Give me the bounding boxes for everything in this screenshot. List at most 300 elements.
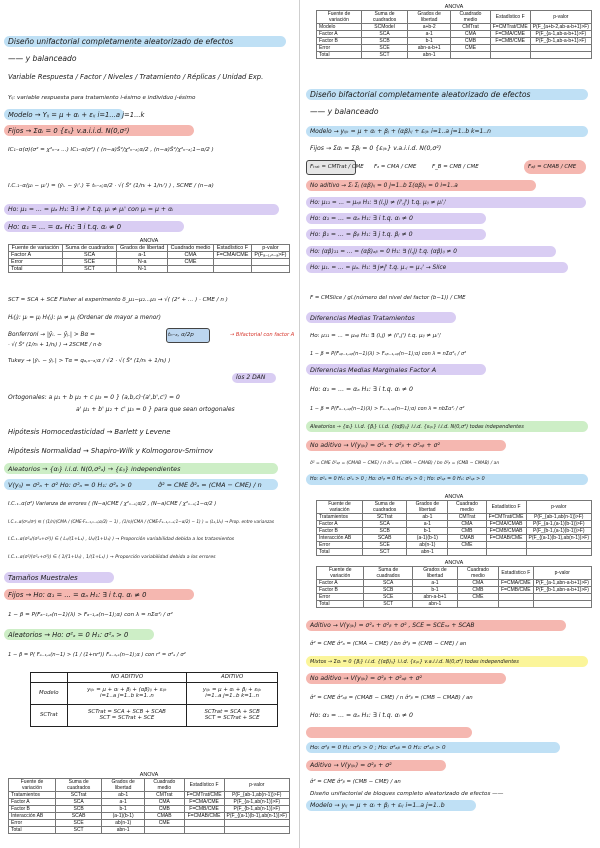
anova-cell: F=CMA/CME: [490, 31, 530, 38]
anova-source-cell: Tratamientos: [317, 514, 363, 521]
anova-source-cell: Interacción AB: [9, 813, 56, 820]
anova-header-cell: Fuente de variación: [9, 779, 56, 792]
anova-header-cell: Grados de libertad: [407, 501, 448, 514]
anova-source-cell: Factor B: [317, 587, 364, 594]
anova-header-cell: Estadístico F: [490, 11, 530, 24]
var-estimators: σ̂² = CME σ̂²ₐ = (CMA − CME) / n: [158, 481, 262, 489]
aditivo2-line: Aditivo → V(yᵢⱼₖ) = σ²ᵦ + σ²: [310, 762, 392, 769]
h-tests2-line: Ho: σ²ᵦ = 0 H₁: σ²ᵦ > 0 ; Ho: σ²ₐᵦ = 0 H₁: σ²ₐᵦ > 0: [310, 745, 446, 751]
cmp-header-no-aditivo: NO ADITIVO: [67, 673, 187, 683]
red-note: → Bifactorial con factor A: [230, 332, 295, 338]
anova-source-cell: Factor A: [9, 799, 56, 806]
aleatorios2-line: Aleatorios → Ho: σ²ₐ = 0 H₁: σ²ₐ > 0: [8, 631, 129, 639]
anova-header-cell: Suma de cuadrados: [364, 567, 412, 580]
anova-cell: SCT: [56, 827, 102, 834]
anova-cell: [457, 601, 498, 608]
bloques-title: Diseño unifactorial de bloques completo aleatorizado de efectos ——: [310, 791, 504, 797]
dif-trat-heading: Diferencias Medias Tratamientos: [310, 314, 415, 322]
anova-caption: ANOVA: [139, 772, 159, 778]
anova-header-cell: p-valor: [224, 779, 289, 792]
f-a: Fₐ = CMA / CME: [374, 164, 417, 170]
anova-cell: F=CMTrat/CME: [184, 792, 224, 799]
anova-table-aleatorios-no-aditivo: [316, 494, 592, 556]
anova-cell: [499, 601, 534, 608]
no-aditivo-line: No aditivo → Σᵢ Σⱼ (αβ)ᵢⱼ = 0 j=1..b Σ(αβ)ᵢⱼ = 0 i=1..a: [310, 183, 458, 189]
anova-cell: F=CMA/CME: [214, 252, 252, 259]
anova-cell: [214, 259, 252, 266]
anova-row: [9, 806, 290, 813]
anova-header-cell: p-valor: [533, 567, 591, 580]
anova-cell: [530, 45, 591, 52]
anova-cell: SCAB: [56, 813, 102, 820]
anova-cell: F=CMA/CME: [499, 580, 534, 587]
anova-cell: CMB: [145, 806, 185, 813]
anova-cell: F=CMB/CME: [499, 587, 534, 594]
anova-cell: P(F_{b-1,ab-a-b+1}>F): [530, 38, 591, 45]
cmp-cell-line: yᵢⱼₖ = μ + αᵢ + βⱼ + εᵢⱼₖ: [202, 686, 262, 693]
h0-mu2-line: Ho: μ₁. = ... = μₐ. H₁: ∃ j≠j' t.q. μ.ⱼ = μ.ⱼ' → Slice: [310, 265, 447, 271]
anova-table-aditivo: [316, 4, 592, 59]
anova-cell: P(F_{(a-1)(b-1),ab(n-1)}>F): [526, 535, 591, 542]
fijos-formula: Fijos → Σαᵢ = 0 {εᵢⱼ} v.a.i.i.d. N(0,σ²): [8, 127, 130, 135]
anova-cell: a-1: [412, 580, 457, 587]
anova-cell: [251, 259, 289, 266]
title-line2: —— y balanceado: [8, 54, 77, 63]
anova-row: [317, 514, 592, 521]
anova-cell: P(F_{a-1,(a-1)(b-1)}>F): [526, 521, 591, 528]
title-line2: —— y balanceado: [310, 107, 379, 116]
anova-cell: [486, 549, 526, 556]
anova-source-cell: Total: [9, 266, 63, 273]
aditivo-line: Aditivo → V(yᵢⱼₖ) = σ²ₐ + σ²ᵦ + σ² , SCE = SCEₙₐ + SCAB: [310, 622, 475, 629]
anova-cell: [490, 45, 530, 52]
h0-alpha-line: Ho: α₁ = ... = αₐ H₁: ∃ i t.q. αᵢ ≠ 0: [310, 215, 413, 222]
anova-cell: a-1: [102, 799, 145, 806]
anova-source-cell: Error: [317, 594, 364, 601]
anova-cell: [448, 549, 486, 556]
cmp-cell: [67, 704, 187, 726]
tag-los-2-dan: los 2 DAN: [236, 374, 266, 381]
pot-marg: 1 − β = P(Fₐ₋₁,ₐᵦ(n−1)(λ) > Fₐ₋₁,ₐᵦ(n−1);α) con λ = nbΣα²ᵢ / σ²: [310, 406, 465, 412]
anova-cell: SCB: [361, 38, 407, 45]
ic-aleatorios-2: I.C.₁₋α(σ²ₐ/σ²) ∈ ( (1/n)(CMA / (CME·Fₐ₋₁,ₙ₋ₐ;α/2) − 1) , (1/n)(CMA / (CME·Fₐ₋₁,ₙ₋ₐ;1−α/2) − 1) ) = (L₁,U₁) → Prop. entre varianzas: [8, 519, 275, 524]
anova-header-cell: Cuadrado medio: [451, 11, 490, 24]
anova-cell: b-1: [412, 587, 457, 594]
anova-row: [317, 587, 592, 594]
anova-cell: SCA: [361, 31, 407, 38]
anova-cell: P(F_{ab-1,ab(n-1)}>F): [526, 514, 591, 521]
anova-header-cell: Cuadrado medio: [168, 245, 214, 252]
h-tests-line: Ho: σ²ₐ = 0 H₁: σ²ₐ > 0 ; Ho: σ²ᵦ = 0 H₁: σ²ᵦ > 0 ; Ho: σ²ₐᵦ = 0 H₁: σ²ₐᵦ > 0: [310, 477, 485, 482]
anova-cell: [168, 266, 214, 273]
anova-cell: abn-1: [102, 827, 145, 834]
anova-row: [317, 52, 592, 59]
anova-cell: SCE: [362, 542, 406, 549]
anova-cell: CMB: [451, 38, 490, 45]
anova-row: [9, 820, 290, 827]
anova-cell: F=CMB/CMAB: [486, 528, 526, 535]
anova-cell: F=CMA/CME: [184, 799, 224, 806]
hip-normalidad: Hipótesis Normalidad → Shapiro-Wilk y Kolmogorov-Smirnov: [8, 447, 213, 455]
scr-line: SCT = SCA + SCE Fisher al experimento δ_μ₁−μ₂...μ₃ → √( (2² + ... ) · CME / n ): [8, 297, 228, 303]
tamanos-muestrales: Tamaños Muestrales: [8, 574, 78, 582]
fijos-formula: Fijos → Σαᵢ = Σβⱼ = 0 {εᵢⱼₖ} v.a.i.i.d. N(0,σ²): [310, 145, 442, 152]
anova-row: [317, 601, 592, 608]
anova-row: [9, 813, 290, 820]
cmp-cell-line: i=1..a j=1..b k=1..n: [100, 693, 154, 699]
anova-header-cell: p-valor: [526, 501, 591, 514]
h0-beta-line: Ho: β₁ = ... = βᵦ H₁: ∃ j t.q. βⱼ ≠ 0: [310, 231, 413, 238]
anova-cell: [145, 827, 185, 834]
anova-cell: a-1: [408, 31, 451, 38]
anova-cell: SCA: [364, 580, 412, 587]
anova-row: [9, 252, 290, 259]
anova-source-cell: Total: [317, 601, 364, 608]
anova-cell: [451, 52, 490, 59]
cmp-cell-line: SCTrat = SCA + SCB + SCAB: [88, 708, 166, 715]
anova-row: [9, 827, 290, 834]
f-b: F_B = CMB / CME: [432, 164, 479, 170]
anova-cell: SCAB: [362, 535, 406, 542]
estimators-2: σ̂² = CME σ̂²ₐ = (CMA − CME) / bn σ̂²ᵦ = (CMB − CME) / an: [310, 641, 467, 647]
anova-source-cell: Error: [9, 820, 56, 827]
cmp-cell-line: yᵢⱼₖ = μ + αᵢ + βⱼ + (αβ)ᵢⱼ + εᵢⱼₖ: [87, 686, 167, 693]
anova-cell: SCA: [56, 799, 102, 806]
hip-homocedasticidad: Hipótesis Homocedasticidad → Barlett y Levene: [8, 428, 171, 436]
anova-row: [317, 521, 592, 528]
bonferroni-rest: · √( Ŝ² (1/nᵢ + 1/nⱼ) ) → 2SCME / n·b: [8, 342, 102, 348]
anova-cell: a+b-2: [408, 24, 451, 31]
anova-cell: P(F_{(a-1)(b-1),ab(n-1)}>F): [224, 813, 289, 820]
anova-cell: P(F_{a-1,ab(n-1)}>F): [224, 799, 289, 806]
anova-cell: F=CMA/CMAB: [486, 521, 526, 528]
aleatorios-line: Aleatorios → {αᵢ} i.i.d. N(0,σ²ₐ) → {εᵢⱼ} independientes: [8, 465, 181, 473]
pot-trat: 1 − β = P(Fₐᵦ₋₁,ₐᵦ(n−1)(λ) > Fₐᵦ₋₁,ₐᵦ(n−1);α) con λ = nΣα²ᵢⱼ / σ²: [310, 351, 467, 357]
bonferroni-t: tₙ₋ₐ, α/2p: [168, 332, 194, 338]
anova-header-cell: Grados de libertad: [117, 245, 168, 252]
anova-header-cell: Grados de libertad: [408, 11, 451, 24]
h0-ab-line: Ho: (αβ)₁₁ = ... = (αβ)ₐᵦ = 0 H₁: ∃ (i,j) t.q. (αβ)ᵢⱼ ≠ 0: [310, 249, 457, 255]
anova-row: [317, 31, 592, 38]
anova-cell: CMTrat: [145, 792, 185, 799]
anova-header-cell: Fuente de variación: [317, 11, 362, 24]
anova-row: [317, 542, 592, 549]
title-line1: Diseño bifactorial completamente aleatorizado de efectos: [310, 90, 531, 99]
ic-sigma-formula: IC₁₋α(σ)(σ² = χ²ₙ₋ₐ ...) IC₁₋α(σ²) ( (n−a)Ŝ²/χ²ₙ₋ₐ;α/2 , (n−a)Ŝ²/χ²ₙ₋ₐ;1−α/2 ): [8, 147, 214, 153]
anova-cell: F=CMB/CME: [184, 806, 224, 813]
anova-row: [317, 24, 592, 31]
ic-diff-formula: I.C.₁₋α(μᵢ − μᵢ') = (ȳᵢ. − ȳᵢ'.) ∓ tₙ₋ₐ;α/2 · √( Ŝ² (1/nᵢ + 1/nᵢ') ) , SCME / (n−a): [8, 183, 214, 189]
f-slice: F = CMSlice / gl.(número del nivel del factor (b−1)) / CME: [310, 295, 466, 301]
anova-cell: F=CMTrat/CME: [490, 24, 530, 31]
potencia-fijos: 1 − β = P(Fₐ₋₁,ₐ(n−1)(λ) > Fₐ₋₁,ₐ(n−1);α) con λ = nΣα²ᵢ / σ²: [8, 612, 173, 618]
anova-source-cell: Factor A: [317, 580, 364, 587]
hij-line: Hᵢ(ⱼ): μᵢ = μⱼ Hᵢ(ⱼ): μᵢ ≠ μⱼ (Ordenar de mayor a menor): [8, 315, 161, 321]
ho-trat: Ho: μ₁₁ = ... = μₐᵦ H₁: ∃ (i,j) ≠ (i',j') t.q. μᵢⱼ ≠ μᵢ'ⱼ': [310, 333, 442, 339]
anova-cell: SCA: [362, 521, 406, 528]
anova-header-cell: Grados de libertad: [102, 779, 145, 792]
anova-cell: [184, 827, 224, 834]
dif-marg-heading: Diferencias Medias Marginales Factor A: [310, 366, 437, 374]
var-y-line: V(yᵢⱼ) = σ²ₐ + σ² Ho: σ²ₐ = 0 H₁: σ²ₐ > 0: [8, 481, 132, 489]
anova-header-cell: Estadístico F: [499, 567, 534, 580]
anova-cell: SCE: [62, 259, 117, 266]
anova-header-cell: Cuadrado medio: [145, 779, 185, 792]
anova-cell: CMAB: [448, 535, 486, 542]
anova-cell: CMTrat: [451, 24, 490, 31]
cmp-row-label: Modelo: [31, 682, 68, 704]
anova-cell: ab-1: [407, 514, 448, 521]
anova-header-cell: Suma de cuadrados: [62, 245, 117, 252]
anova-cell: SCB: [56, 806, 102, 813]
anova-row: [317, 594, 592, 601]
anova-row: [317, 45, 592, 52]
ic-aleatorios-3: I.C.₁₋α(σ²ₐ/(σ²ₐ+σ²)) ∈ ( L₁/(1+L₁) , U₁/(1+U₁) ) → Proporción variabilidad debida a los tratamientos: [8, 537, 235, 542]
mixtos-line: Mixtos → Σαᵢ = 0 {βⱼ} i.i.d. {(αβ)ᵢⱼ} i.i.d. {εᵢⱼₖ} v.a.i.i.d. N(0,σ²) todas independientes: [310, 659, 519, 665]
cmp-cell-line: SCT = SCTrat + SCE: [99, 715, 155, 721]
anova-cell: [533, 594, 591, 601]
h0-mu-line: Ho: μ₁ = ... = μₐ H₁: ∃ i ≠ i' t.q. μᵢ ≠ μᵢ' con μᵢ = μ + αᵢ: [8, 206, 174, 213]
anova-row: [9, 266, 290, 273]
anova-cell: abn-1: [412, 601, 457, 608]
anova-caption: ANOVA: [139, 238, 159, 244]
anova-source-cell: Modelo: [317, 24, 362, 31]
anova-cell: [184, 820, 224, 827]
anova-cell: CMTrat: [448, 514, 486, 521]
yij-definition: Yᵢⱼ: variable respuesta para tratamiento i-ésimo e individuo j-ésimo: [8, 95, 196, 101]
anova-table-bifactorial-fixed: [8, 772, 290, 834]
anova-cell: P(F_{a-1,abn-a-b+1}>F): [533, 580, 591, 587]
anova-row: [317, 549, 592, 556]
anova-cell: a-1: [407, 521, 448, 528]
anova-cell: [251, 266, 289, 273]
anova-cell: CME: [451, 45, 490, 52]
anova-cell: P(F_{a-1,ab-a-b+1}>F): [530, 31, 591, 38]
anova-source-cell: Tratamientos: [9, 792, 56, 799]
anova-row: [9, 799, 290, 806]
cmp-cell-line: SCTrat = SCA + SCB: [204, 708, 260, 715]
anova-cell: abn-a-b+1: [412, 594, 457, 601]
anova-header-cell: Cuadrado medio: [448, 501, 486, 514]
anova-cell: P(F_{b-1,(a-1)(b-1)}>F): [526, 528, 591, 535]
anova-cell: CME: [168, 259, 214, 266]
h0-mu-line: Ho: μ₁₁ = ... = μₐᵦ H₁: ∃ (i,j) ≠ (i',j') t.q. μᵢⱼ ≠ μᵢ'ⱼ': [310, 200, 447, 206]
anova-cell: CME: [145, 820, 185, 827]
cmp-header-aditivo: ADITIVO: [187, 673, 278, 683]
tukey-line: Tukey → |ȳᵢ. − ȳⱼ.| > Tα = qₐ,ₙ₋ₐ;α / √2 · √( Ŝ² (1/nᵢ + 1/nⱼ) ): [8, 358, 171, 364]
anova-table-unifactorial: [8, 238, 290, 273]
anova-cell: a-1: [117, 252, 168, 259]
anova-header-cell: Grados de libertad: [412, 567, 457, 580]
anova-row: [9, 259, 290, 266]
anova-header-cell: Estadístico F: [184, 779, 224, 792]
anova-cell: CMA: [451, 31, 490, 38]
potencia-aleatorios: 1 − β = P( Fₐ₋₁,ₐ(n−1) > (1 / (1+nr²)) Fₐ₋₁,ₐ(n−1);α ) con r² = σ²ₐ / σ²: [8, 652, 186, 658]
anova-cell: P(Fₐ₋₁,ₙ₋ₐ>F): [251, 252, 289, 259]
modelo-bloques: Modelo → yᵢⱼ = μ + αᵢ + βⱼ + εᵢⱼ i=1..a j=1..b: [310, 802, 445, 809]
anova-header-cell: Fuente de variación: [317, 567, 364, 580]
fijos2-line: Fijos → Ho: α₁ = ... = αₐ H₁: ∃ i t.q. αᵢ ≠ 0: [8, 591, 147, 599]
anova-cell: P(F_{a+b-2,ab-a-b+1}>F): [530, 24, 591, 31]
anova-header-cell: Suma de cuadrados: [56, 779, 102, 792]
right-column: [302, 0, 600, 848]
anova-cell: (a-1)(b-1): [407, 535, 448, 542]
anova-cell: CME: [457, 594, 498, 601]
anova-cell: b-1: [102, 806, 145, 813]
cmp-row-label: SCTrat: [31, 704, 68, 726]
anova-header-cell: Estadístico F: [486, 501, 526, 514]
anova-cell: abn-1: [408, 52, 451, 59]
ortogonales-line1: Ortogonales: a μ₁ + b μ₂ + c μ₃ = 0 } (a,b,c)·(a',b',c') = 0: [8, 394, 180, 401]
no-aditivo2-line: No aditivo → V(yᵢⱼₖ) = σ²ₐ + σ²ᵦ + σ²ₐᵦ + σ²: [310, 442, 440, 449]
anova-cell: SCE: [364, 594, 412, 601]
anova-cell: CMA: [168, 252, 214, 259]
f-ab: Fₐᵦ = CMAB / CME: [528, 164, 577, 170]
anova-cell: b-1: [408, 38, 451, 45]
anova-source-cell: Total: [317, 52, 362, 59]
anova-source-cell: Factor B: [317, 528, 363, 535]
anova-cell: SCT: [364, 601, 412, 608]
anova-cell: [530, 52, 591, 59]
ic-aleatorios-4: I.C.₁₋α(σ²/(σ²ₐ+σ²)) ∈ ( 1/(1+U₁) , 1/(1+L₁) ) → Proporción variabilidad debida a los errores: [8, 555, 216, 560]
anova-cell: [490, 52, 530, 59]
anova-header-cell: Fuente de variación: [317, 501, 363, 514]
anova-cell: SCB: [362, 528, 406, 535]
modelo-formula: Modelo → yᵢⱼₖ = μ + αᵢ + βⱼ + (αβ)ᵢⱼ + εᵢⱼₖ i=1..a j=1..b k=1..n: [310, 128, 491, 135]
anova-cell: ab-1: [102, 792, 145, 799]
anova-cell: ab(n-1): [407, 542, 448, 549]
bonferroni-label: Bonferroni → |ȳᵢ. − ȳⱼ.| > Bα =: [8, 332, 96, 338]
modelo-formula: Modelo → Yᵢⱼ = μ + αᵢ + εᵢⱼ i=1...a j=1...k: [8, 111, 145, 119]
anova-cell: [486, 542, 526, 549]
cmp-cell: [187, 704, 278, 726]
anova-cell: CMB: [457, 587, 498, 594]
left-column: [0, 0, 298, 848]
anova-cell: F=CMB/CME: [490, 38, 530, 45]
anova-cell: SCModel: [361, 24, 407, 31]
anova-caption: ANOVA: [444, 560, 464, 566]
anova-cell: P(F_{b-1,ab(n-1)}>F): [224, 806, 289, 813]
anova-source-cell: Total: [9, 827, 56, 834]
anova-source-cell: Factor A: [317, 521, 363, 528]
title-line1: Diseño unifactorial completamente aleatorizado de efectos: [8, 37, 234, 46]
anova-header-cell: Estadístico F: [214, 245, 252, 252]
column-divider: [299, 0, 300, 848]
anova-cell: P(F_{b-1,abn-a-b+1}>F): [533, 587, 591, 594]
anova-header-cell: Suma de cuadrados: [362, 501, 406, 514]
aleatorios-line: Aleatorios → {αᵢ} i.i.d. {βⱼ} i.i.d. {(αβ)ᵢⱼ} i.i.d. {εᵢⱼₖ} i.i.d. N(0,σ²) todas independientes: [310, 424, 524, 430]
ho-marg: Ho: α₁ = ... = αₐ H₁: ∃ i t.q. αᵢ ≠ 0: [310, 386, 413, 393]
cmp-cell: [67, 682, 187, 704]
ho-mix-line: Ho: α₁ = ... = αₐ H₁: ∃ i t.q. αᵢ ≠ 0: [310, 712, 413, 719]
estimators-1: σ̂² = CME σ̂²ₐᵦ = (CMAB − CME) / n σ̂²ₐ = (CMA − CMAB) / bn σ̂²ᵦ = (CMB − CMAB) / an: [310, 461, 500, 466]
anova-cell: P(F_{ab-1,ab(n-1)}>F): [224, 792, 289, 799]
anova-cell: SCT: [361, 52, 407, 59]
f-trat: Fₜᵣₐₜ = CMTrat / CME: [310, 164, 364, 170]
cmp-cell: [187, 682, 278, 704]
anova-cell: CMA: [457, 580, 498, 587]
anova-cell: abn-a-b+1: [408, 45, 451, 52]
anova-header-cell: p-valor: [251, 245, 289, 252]
anova-source-cell: Error: [317, 542, 363, 549]
anova-source-cell: Factor B: [317, 38, 362, 45]
anova-cell: b-1: [407, 528, 448, 535]
anova-cell: [526, 549, 591, 556]
anova-caption: ANOVA: [444, 4, 464, 10]
anova-source-cell: Factor B: [9, 806, 56, 813]
anova-row: [9, 792, 290, 799]
anova-source-cell: Factor A: [317, 31, 362, 38]
anova-row: [317, 535, 592, 542]
anova-header-cell: Cuadrado medio: [457, 567, 498, 580]
cmp-header-empty: [31, 673, 68, 683]
anova-source-cell: Error: [9, 259, 63, 266]
ic-aleatorios-1: I.C.₁₋α(σ²) Varianza de errores ( (N−a)CME / χ²ₙ₋ₐ;α/2 , (N−a)CME / χ²ₙ₋ₐ;1−α/2 ): [8, 501, 217, 507]
anova-cell: [526, 542, 591, 549]
cmp-cell-line: SCT = SCTrat + SCE: [204, 715, 260, 721]
anova-cell: SCE: [56, 820, 102, 827]
anova-cell: ab(n-1): [102, 820, 145, 827]
h0-alpha-line: Ho: α₁ = ... = αₐ H₁: ∃ i t.q. αᵢ ≠ 0: [8, 223, 122, 231]
anova-cell: CMA: [145, 799, 185, 806]
anova-cell: SCT: [62, 266, 117, 273]
anova-header-cell: p-valor: [530, 11, 591, 24]
anova-cell: F=CMAB/CME: [184, 813, 224, 820]
anova-row: [317, 38, 592, 45]
anova-cell: SCE: [361, 45, 407, 52]
anova-source-cell: Factor A: [9, 252, 63, 259]
anova-cell: SCB: [364, 587, 412, 594]
anova-cell: N-1: [117, 266, 168, 273]
anova-source-cell: Total: [317, 549, 363, 556]
anova-row: [317, 580, 592, 587]
anova-cell: SCTrat: [362, 514, 406, 521]
vars-line: Variable Respuesta / Factor / Niveles / Tratamiento / Réplicas / Unidad Exp.: [8, 73, 264, 81]
estimators-4: σ̂² = CME σ̂²ᵦ = (CMB − CME) / an: [310, 779, 401, 785]
anova-cell: SCA: [62, 252, 117, 259]
anova-cell: [533, 601, 591, 608]
anova-cell: CMB: [448, 528, 486, 535]
anova-cell: CMA: [448, 521, 486, 528]
anova-cell: abn-1: [407, 549, 448, 556]
anova-source-cell: Interacción AB: [317, 535, 363, 542]
anova-cell: CME: [448, 542, 486, 549]
anova-cell: [214, 266, 252, 273]
anova-cell: F=CMAB/CME: [486, 535, 526, 542]
anova-row: [317, 528, 592, 535]
no-aditivo3-line: No aditivo → V(yᵢⱼₖ) = σ²ᵦ + σ²ₐᵦ + σ²: [310, 675, 423, 682]
comparison-table: [30, 672, 278, 727]
anova-header-cell: Suma de cuadrados: [361, 11, 407, 24]
anova-table-aleatorios-aditivo: [316, 560, 592, 608]
cmp-cell-line: i=1..a j=1..b k=1..n: [205, 693, 260, 699]
highlight-ho-mix: [306, 727, 472, 738]
anova-cell: [499, 594, 534, 601]
estimators-3: σ̂² = CME σ̂²ₐᵦ = (CMAB − CME) / n σ̂²ᵦ = (CMB − CMAB) / an: [310, 695, 473, 701]
anova-cell: N-a: [117, 259, 168, 266]
ortogonales-line2: a' μ₁ + b' μ₂ + c' μ₃ = 0 } para que sean ortogonales: [76, 406, 235, 413]
anova-cell: CMAB: [145, 813, 185, 820]
anova-cell: SCT: [362, 549, 406, 556]
anova-header-cell: Fuente de variación: [9, 245, 63, 252]
anova-caption: ANOVA: [444, 494, 464, 500]
anova-cell: SCTrat: [56, 792, 102, 799]
anova-cell: [224, 820, 289, 827]
anova-cell: F=CMTrat/CME: [486, 514, 526, 521]
anova-cell: [224, 827, 289, 834]
anova-source-cell: Error: [317, 45, 362, 52]
anova-cell: (a-1)(b-1): [102, 813, 145, 820]
